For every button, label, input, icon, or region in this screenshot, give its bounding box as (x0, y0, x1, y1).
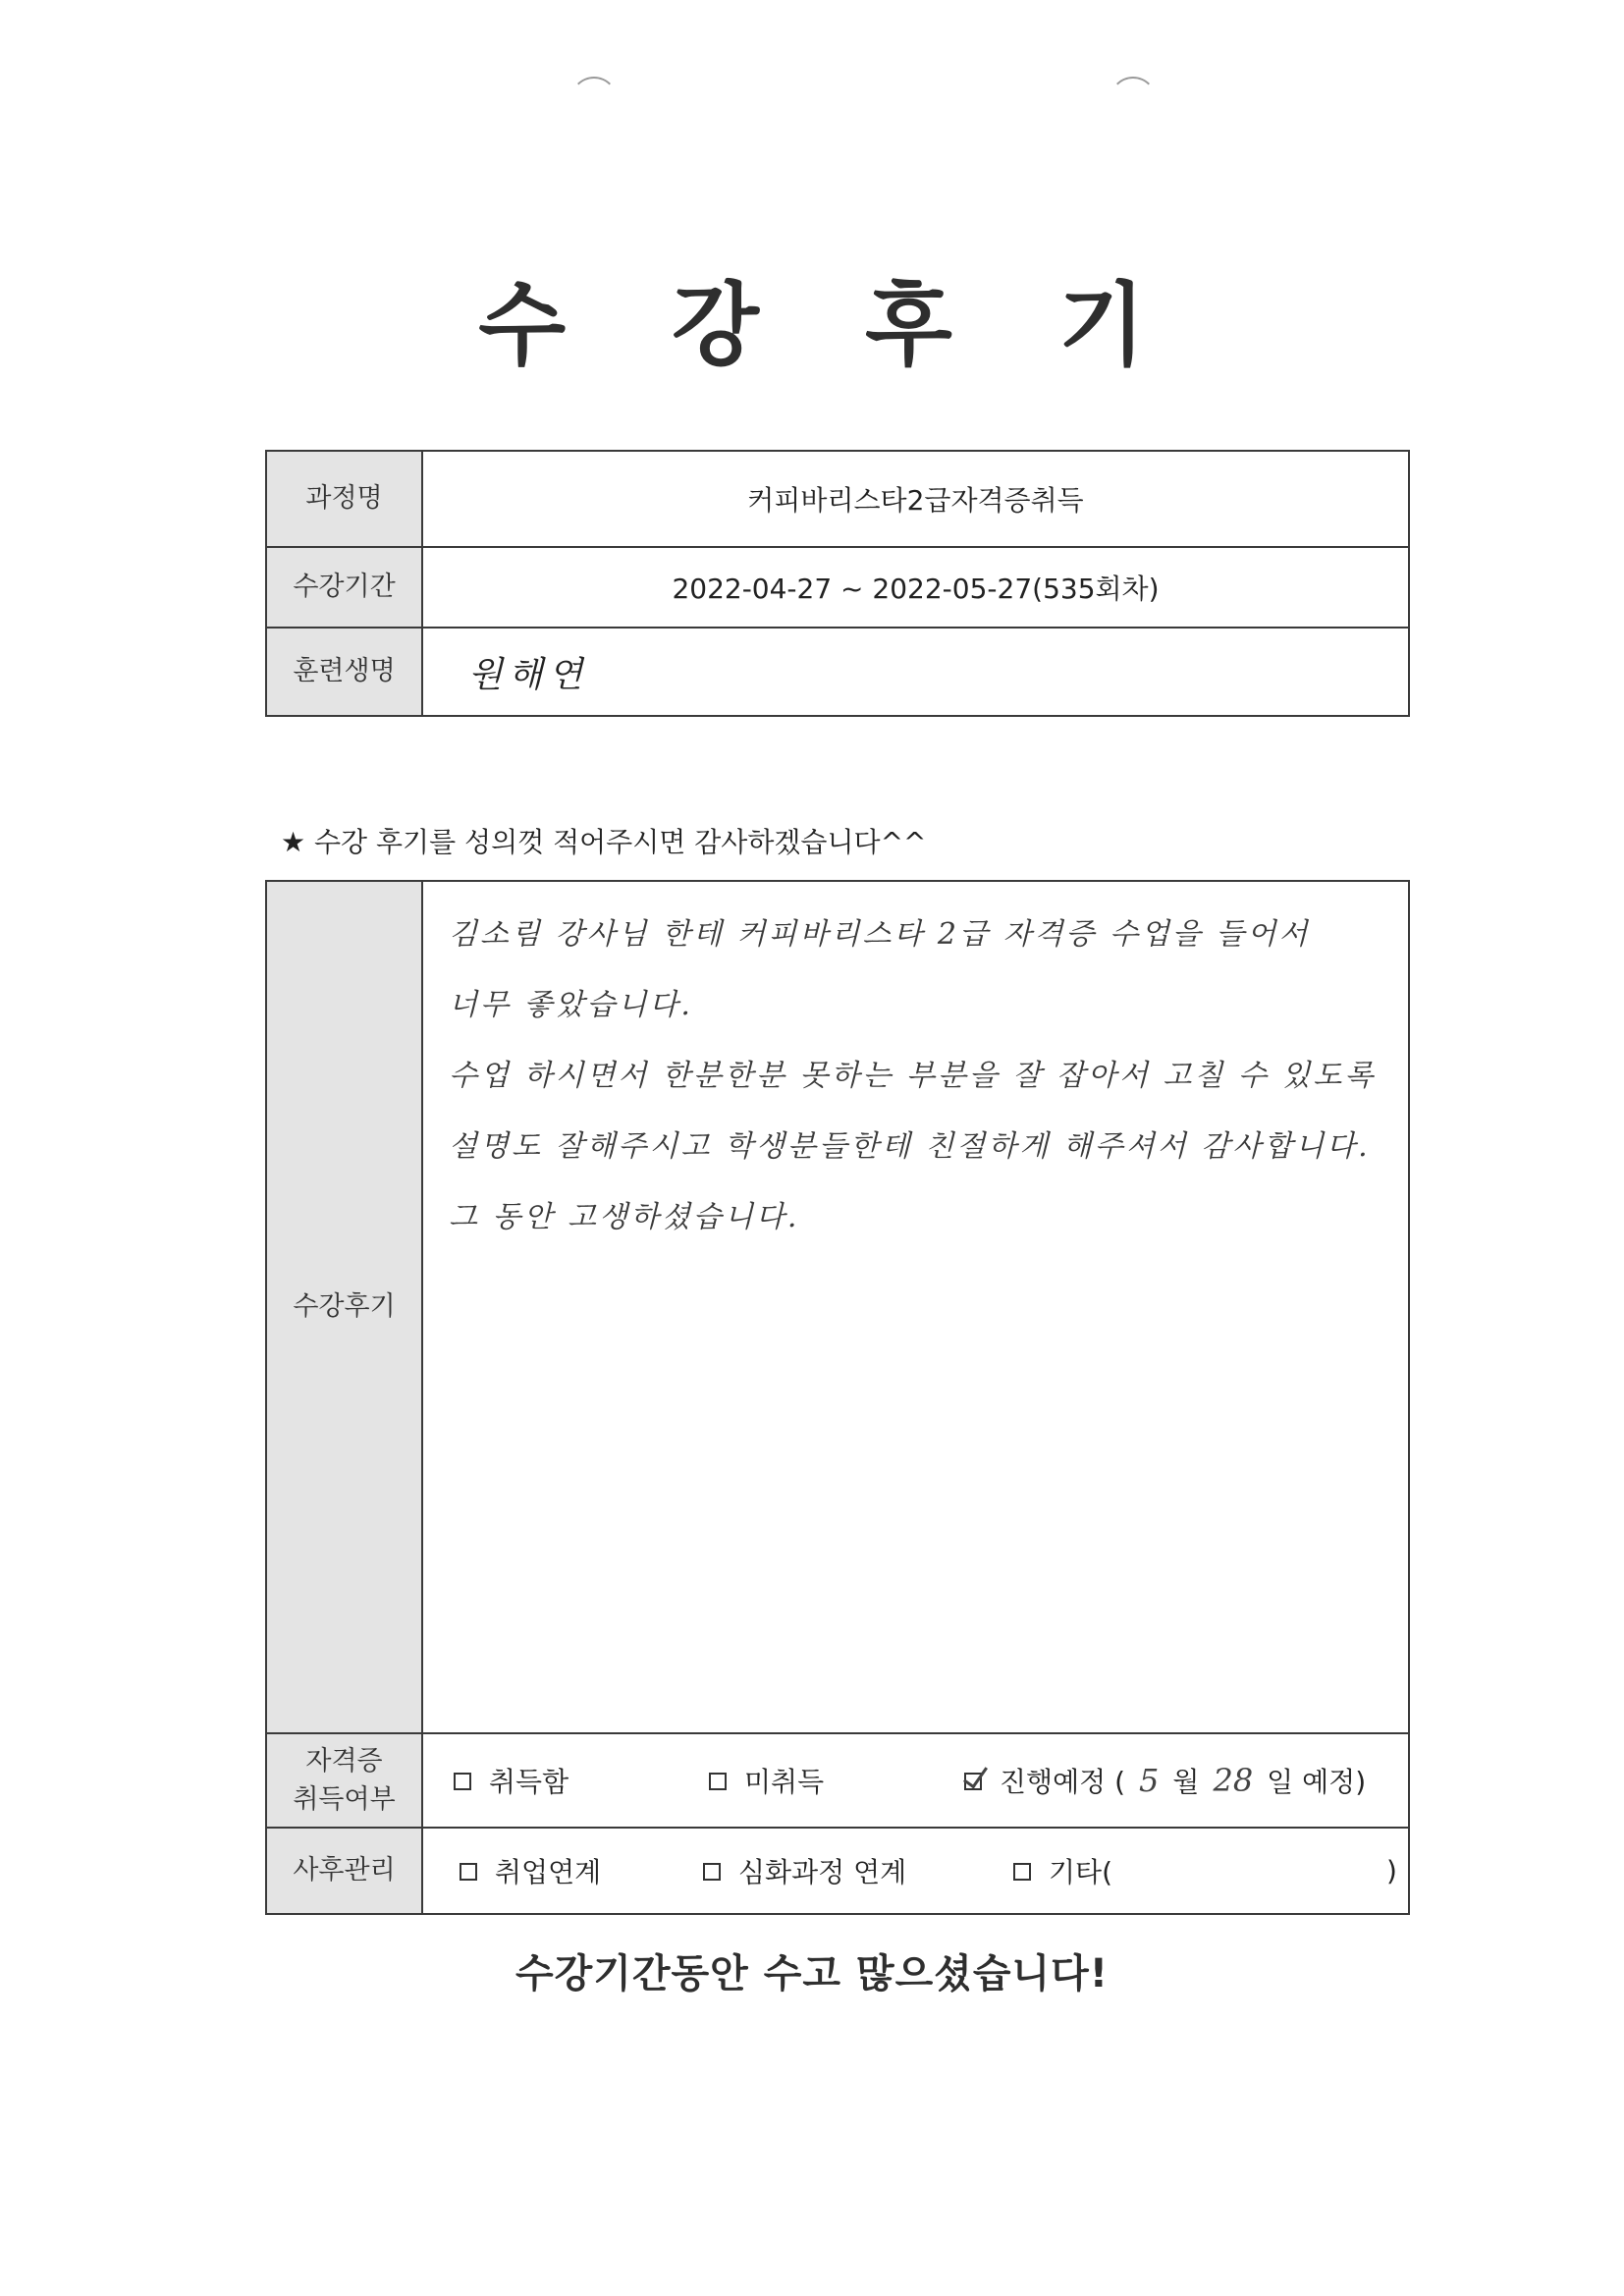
review-content (422, 881, 1409, 1733)
option-other-label: 기타( (1049, 1856, 1113, 1888)
checkbox-not-acquired[interactable] (709, 1773, 727, 1790)
option-other[interactable] (1013, 1851, 1112, 1890)
option-acquired-label: 취득함 (489, 1766, 569, 1798)
followup-options (422, 1828, 1409, 1914)
review-line: 너무 좋았습니다. (449, 988, 693, 1022)
review-line: 그 동안 고생하셨습니다. (449, 1200, 800, 1234)
followup-label: 사후관리 (266, 1828, 422, 1914)
option-planned[interactable] (964, 1761, 1366, 1800)
option-acquired[interactable] (454, 1761, 568, 1800)
checkbox-other[interactable] (1013, 1863, 1031, 1881)
option-advanced-course[interactable] (703, 1851, 906, 1890)
option-not-acquired-label: 미취득 (744, 1766, 825, 1798)
day-unit: 일 예정) (1267, 1766, 1367, 1798)
review-line: 김소림 강사님 한테 커피바리스타 2급 자격증 수업을 들어서 (449, 917, 1311, 952)
planned-month-value: 5 (1139, 1762, 1160, 1799)
checkbox-advanced-course[interactable] (703, 1863, 721, 1881)
punch-hole-right (1110, 77, 1157, 124)
option-advanced-course-label: 심화과정 연계 (738, 1856, 907, 1888)
option-other-close: ) (1386, 1854, 1397, 1887)
course-info-table (265, 450, 1410, 717)
checkbox-job-link[interactable] (460, 1863, 477, 1881)
option-planned-label: 진행예정 ( (1000, 1766, 1126, 1798)
review-label: 수강후기 (266, 881, 422, 1733)
course-name-label: 과정명 (266, 451, 422, 547)
certificate-options (422, 1733, 1409, 1828)
month-unit: 월 (1172, 1766, 1200, 1798)
option-job-link[interactable] (460, 1851, 601, 1890)
course-period-label: 수강기간 (266, 547, 422, 628)
notice-text: ★ 수강 후기를 성의껏 적어주시면 감사하겠습니다^^ (281, 826, 927, 858)
page-title: 수 강 후 기 (478, 273, 1183, 378)
trainee-name-value: 원해연 (422, 628, 1409, 716)
course-name-value: 커피바리스타2급자격증취득 (422, 451, 1409, 547)
planned-day-value: 28 (1213, 1762, 1254, 1799)
review-line: 수업 하시면서 한분한분 못하는 부분을 잘 잡아서 고칠 수 있도록 (449, 1059, 1377, 1093)
course-period-value: 2022-04-27 ~ 2022-05-27(535회차) (422, 547, 1409, 628)
trainee-name-label: 훈련생명 (266, 628, 422, 716)
closing-message: 수강기간동안 수고 많으셨습니다! (514, 1951, 1110, 1996)
certificate-label-line1: 자격증 (305, 1745, 383, 1777)
review-table (265, 880, 1410, 1915)
option-not-acquired[interactable] (709, 1761, 824, 1800)
certificate-label-line2: 취득여부 (293, 1784, 396, 1815)
option-job-link-label: 취업연계 (495, 1856, 602, 1888)
punch-hole-left (570, 77, 618, 124)
certificate-status-label (266, 1733, 422, 1828)
checkbox-acquired[interactable] (454, 1773, 471, 1790)
review-line: 설명도 잘해주시고 학생분들한테 친절하게 해주셔서 감사합니다. (449, 1129, 1371, 1164)
checkbox-planned-checked[interactable] (964, 1773, 982, 1790)
